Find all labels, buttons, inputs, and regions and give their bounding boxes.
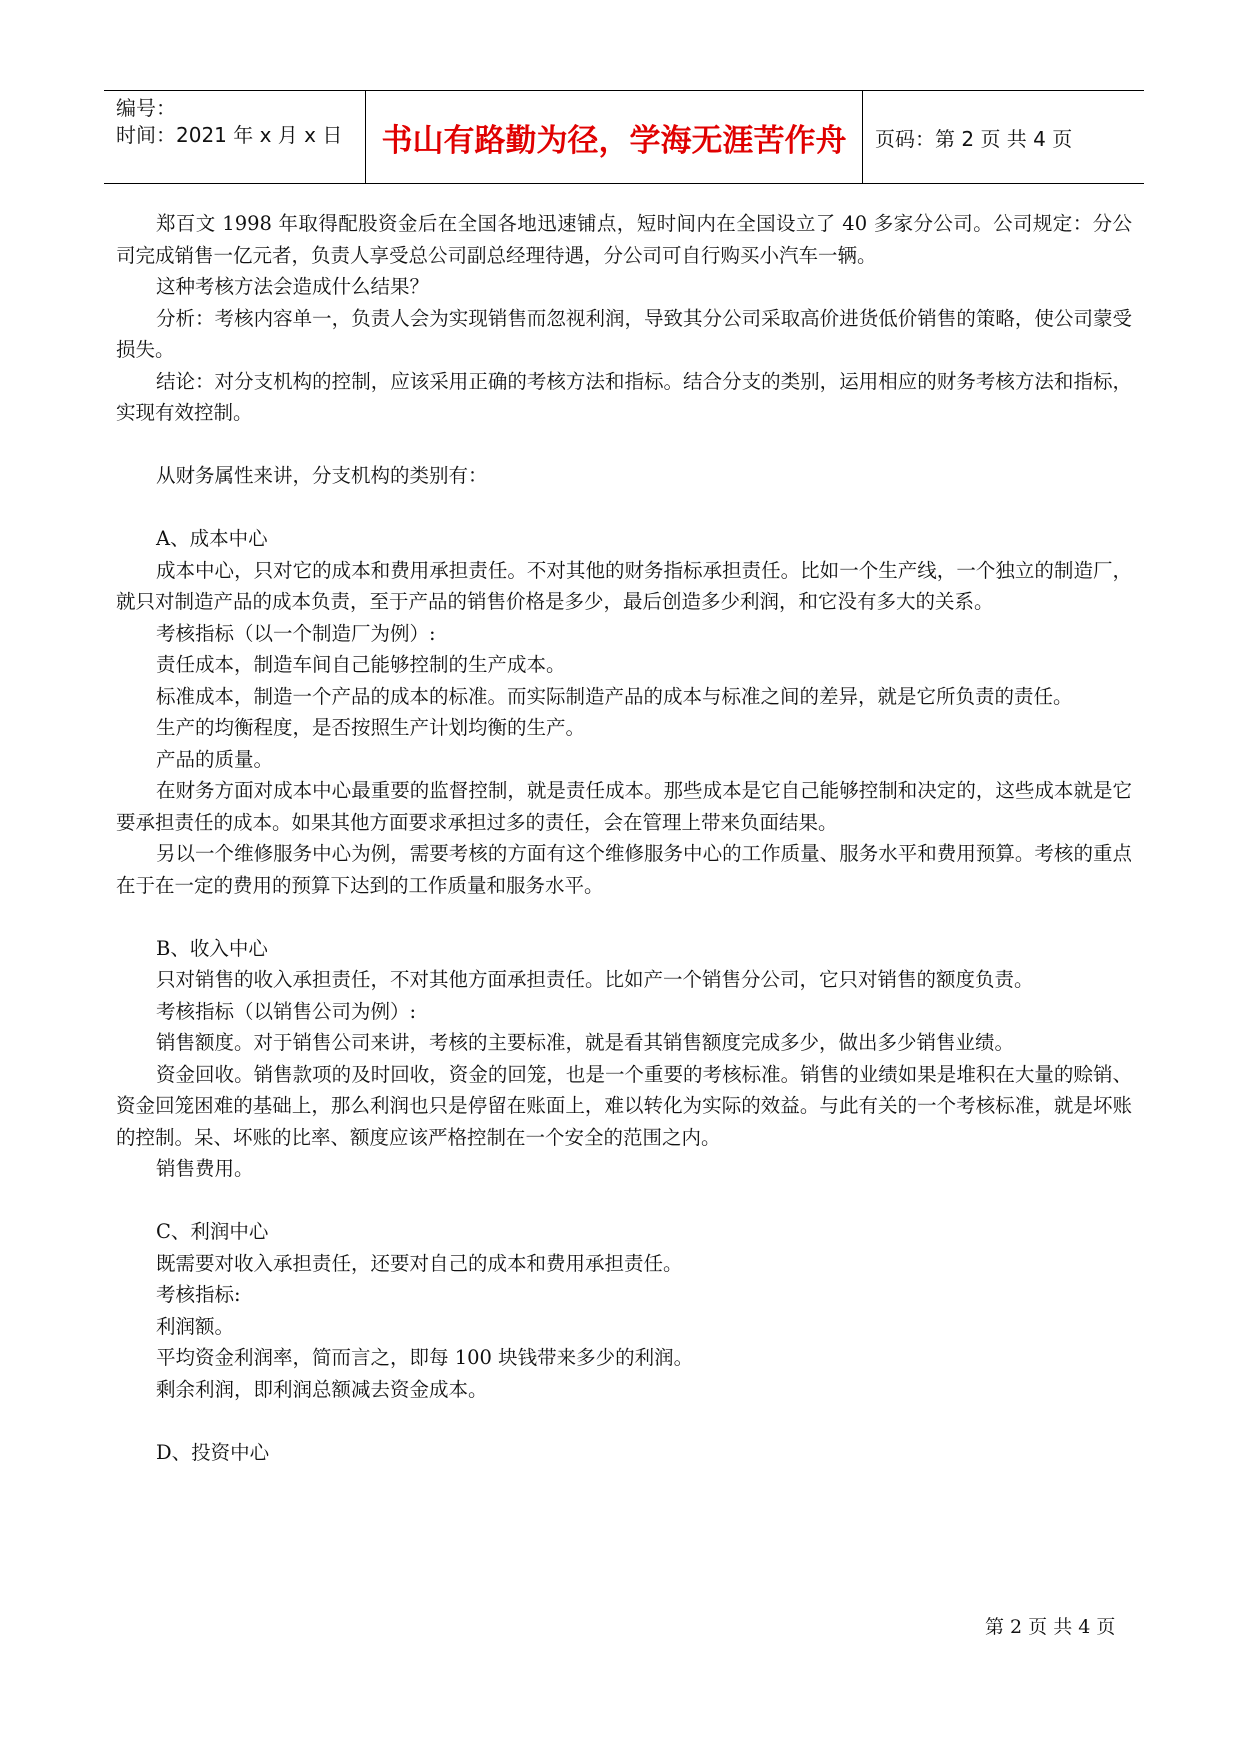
paragraph: 考核指标（以一个制造厂为例）: (156, 621, 436, 645)
header-page-cell (863, 91, 1144, 183)
section-heading: D、投资中心 (156, 1440, 270, 1464)
paragraph: 资金回收。销售款项的及时回收，资金的回笼，也是一个重要的考核标准。销售的业绩如果是堆积在大量的赊销、资金回笼困难的基础上，那么利润也只是停留在账面上，难以转化为实际的效益。与此有关的一个考核标准，就是坏账的控制。呆、坏账的比率、额度应该严格控制在一个安全的范围之内。 (116, 1062, 1132, 1149)
section-heading: A、成本中心 (156, 527, 268, 550)
paragraph: 结论：对分支机构的控制，应该采用正确的考核方法和指标。结合分支的类别，运用相应的财务考核方法和指标，实现有效控制。 (116, 369, 1132, 424)
page-footer: 第 2 页 共 4 页 (985, 1616, 1116, 1638)
paragraph: 从财务属性来讲，分支机构的类别有： (156, 464, 488, 487)
paragraph: 郑百文 1998 年取得配股资金后在全国各地迅速铺点，短时间内在全国设立了 40 多家分公司。公司规定：分公司完成销售一亿元者，负责人享受总公司副总经理待遇，分公司可自行购买小汽车一辆。 (116, 212, 1132, 267)
header-page-label: 页码：第 2 页 共 4 页 (875, 126, 1073, 151)
paragraph: 平均资金利润率，简而言之，即每 100 块钱带来多少的利润。 (156, 1346, 694, 1369)
header-motto-cell (366, 91, 863, 183)
paragraph: 成本中心，只对它的成本和费用承担责任。不对其他的财务指标承担责任。比如一个生产线，一个独立的制造厂，就只对制造产品的成本负责，至于产品的销售价格是多少，最后创造多少利润，和它没有多大的关系。 (116, 558, 1132, 613)
paragraph: 分析：考核内容单一，负责人会为实现销售而忽视利润，导致其分公司采取高价进货低价销售的策略，使公司蒙受损失。 (116, 306, 1132, 361)
document-time-label: 时间：2021 年 x 月 x 日 (116, 123, 343, 147)
document-body (116, 208, 1132, 1468)
paragraph: 考核指标: (156, 1283, 241, 1306)
section-heading: B、收入中心 (156, 936, 268, 960)
section-heading: C、利润中心 (156, 1220, 269, 1243)
paragraph: 销售费用。 (156, 1157, 254, 1180)
paragraph: 这种考核方法会造成什么结果？ (156, 275, 430, 298)
header-meta (104, 91, 366, 183)
paragraph: 销售额度。对于销售公司来讲，考核的主要标准，就是看其销售额度完成多少，做出多少销售业绩。 (156, 1031, 1015, 1054)
paragraph: 另以一个维修服务中心为例，需要考核的方面有这个维修服务中心的工作质量、服务水平和费用预算。考核的重点在于在一定的费用的预算下达到的工作质量和服务水平。 (116, 842, 1132, 897)
header-motto: 书山有路勤为径，学海无涯苦作舟 (381, 122, 847, 159)
document-header (104, 90, 1144, 184)
paragraph: 生产的均衡程度，是否按照生产计划均衡的生产。 (156, 716, 586, 739)
paragraph: 标准成本，制造一个产品的成本的标准。而实际制造产品的成本与标准之间的差异，就是它所负责的责任。 (156, 684, 1073, 708)
paragraph: 考核指标（以销售公司为例）: (156, 999, 417, 1023)
paragraph: 只对销售的收入承担责任，不对其他方面承担责任。比如产一个销售分公司，它只对销售的额度负责。 (156, 968, 1034, 991)
paragraph: 产品的质量。 (156, 747, 274, 771)
paragraph: 在财务方面对成本中心最重要的监督控制，就是责任成本。那些成本是它自己能够控制和决定的，这些成本就是它要承担责任的成本。如果其他方面要求承担过多的责任，会在管理上带来负面结果。 (116, 779, 1132, 834)
document-number-label: 编号： (116, 96, 176, 120)
paragraph: 既需要对收入承担责任，还要对自己的成本和费用承担责任。 (156, 1251, 683, 1275)
paragraph: 利润额。 (156, 1314, 235, 1338)
paragraph: 剩余利润，即利润总额减去资金成本。 (156, 1377, 488, 1401)
paragraph: 责任成本，制造车间自己能够控制的生产成本。 (156, 653, 566, 676)
